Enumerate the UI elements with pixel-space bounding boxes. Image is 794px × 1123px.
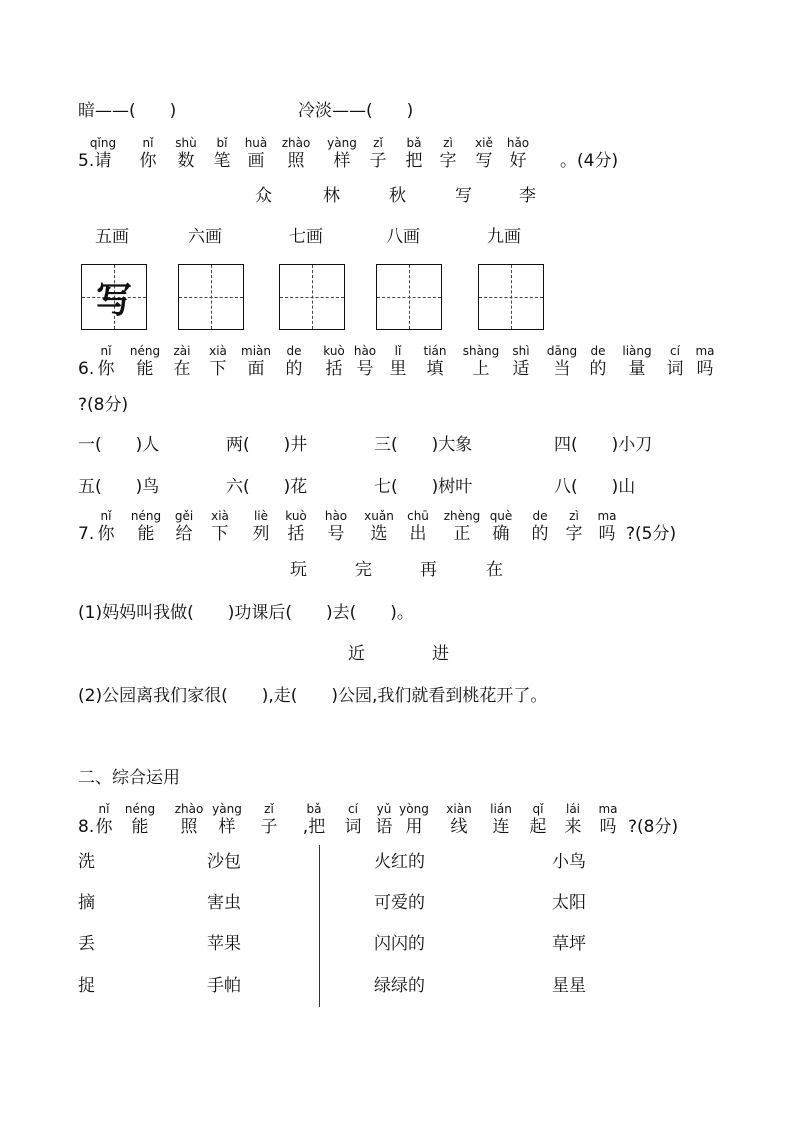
- pinyin: liè: [253, 509, 269, 523]
- pinyin-word: [461, 345, 501, 379]
- pinyin-word: [553, 803, 593, 837]
- measure-item: 两( )井: [226, 435, 308, 455]
- pinyin: néng: [124, 802, 156, 816]
- stroke-label-9: 九画: [487, 227, 521, 247]
- pinyin-word: [481, 510, 521, 544]
- pinyin: cí: [670, 344, 680, 358]
- pinyin-word: [501, 345, 541, 379]
- pinyin-word: [166, 137, 206, 171]
- sentence-1: (1)妈妈叫我做( )功课后( )去( )。: [78, 603, 414, 623]
- pinyin: ma: [695, 344, 715, 358]
- pinyin: qǐ: [532, 802, 544, 816]
- q8-score: ?(8分): [628, 817, 679, 837]
- pinyin: zhào: [281, 136, 311, 150]
- pinyin: néng: [130, 509, 162, 523]
- hanzi: 你: [97, 359, 115, 379]
- hanzi: 能: [137, 524, 155, 544]
- hanzi: 选: [370, 524, 388, 544]
- pinyin: shàng: [462, 344, 500, 358]
- hanzi: 字: [565, 524, 583, 544]
- match-object[interactable]: 草坪: [552, 934, 586, 954]
- pinyin: yòng: [399, 802, 429, 816]
- pinyin: xiě: [475, 136, 493, 150]
- column-divider: [319, 845, 320, 1007]
- hanzi: 的: [285, 359, 303, 379]
- hanzi: 的: [589, 359, 607, 379]
- pinyin-word: [442, 510, 482, 544]
- pinyin-word: [126, 510, 166, 544]
- hanzi: 正: [453, 524, 471, 544]
- q5-number: 5.: [78, 151, 95, 171]
- hanzi: 起: [529, 817, 547, 837]
- pinyin: zǐ: [264, 802, 274, 816]
- pinyin-word: [236, 345, 276, 379]
- hanzi: 用: [405, 817, 423, 837]
- pinyin: bǎ: [306, 802, 322, 816]
- pinyin: lǐ: [394, 344, 402, 358]
- hanzi: 确: [492, 524, 510, 544]
- pinyin: ma: [598, 802, 618, 816]
- hanzi: 线: [450, 817, 468, 837]
- pinyin-word: [439, 803, 479, 837]
- match-object[interactable]: 星星: [552, 976, 586, 996]
- pinyin-word: [578, 345, 618, 379]
- pinyin: tián: [423, 344, 447, 358]
- pinyin-word: [164, 510, 204, 544]
- match-verb[interactable]: 丢: [78, 934, 95, 954]
- writing-grid-8[interactable]: [376, 264, 442, 330]
- pinyin: yǔ: [376, 802, 392, 816]
- measure-item: 六( )花: [226, 477, 308, 497]
- pinyin-word: [198, 345, 238, 379]
- hanzi: 能: [136, 359, 154, 379]
- pinyin: zhào: [174, 802, 204, 816]
- pinyin-word: [128, 137, 168, 171]
- q6-score: ?(8分): [78, 395, 129, 415]
- hanzi: 写: [475, 151, 493, 171]
- pinyin-word: [394, 803, 434, 837]
- pinyin-word: [398, 510, 438, 544]
- pinyin-word: [542, 345, 582, 379]
- pinyin-word: [120, 803, 160, 837]
- hanzi: 量: [628, 359, 646, 379]
- pinyin: zì: [443, 136, 453, 150]
- hanzi: 号: [356, 359, 374, 379]
- stroke-label-8: 八画: [386, 227, 420, 247]
- pinyin-word: [200, 510, 240, 544]
- match-adjective[interactable]: 闪闪的: [374, 934, 425, 954]
- sentence-2: (2)公园离我们家很( ),走( )公园,我们就看到桃花开了。: [78, 686, 548, 706]
- q7-number: 7.: [78, 524, 95, 544]
- pinyin-word: [359, 510, 399, 544]
- hanzi: 样: [218, 817, 236, 837]
- section-title: 二、综合运用: [78, 768, 180, 788]
- pinyin: kuò: [323, 344, 345, 358]
- choice-char: 再: [420, 560, 437, 580]
- pinyin: lián: [490, 802, 512, 816]
- pinyin-word: [276, 137, 316, 171]
- pinyin-word: [428, 137, 468, 171]
- hanzi: 词: [666, 359, 684, 379]
- match-verb[interactable]: 洗: [78, 852, 95, 872]
- pinyin-word: [518, 803, 558, 837]
- pinyin-word: [249, 803, 289, 837]
- pinyin: qǐng: [89, 136, 117, 150]
- match-adjective[interactable]: 火红的: [374, 852, 425, 872]
- q5-char-3: 秋: [389, 186, 406, 206]
- match-object[interactable]: 小鸟: [552, 852, 586, 872]
- pinyin: xuǎn: [364, 509, 394, 523]
- match-noun[interactable]: 害虫: [207, 893, 241, 913]
- pinyin: bǐ: [216, 136, 228, 150]
- hanzi: 样: [333, 151, 351, 171]
- pinyin-word: [617, 345, 657, 379]
- pinyin-word: [86, 345, 126, 379]
- hanzi: 数: [177, 151, 195, 171]
- match-adjective[interactable]: 绿绿的: [374, 976, 425, 996]
- pinyin-word: [588, 803, 628, 837]
- pinyin: xià: [209, 344, 227, 358]
- q8-number: 8.: [78, 817, 95, 837]
- hanzi: 照: [180, 817, 198, 837]
- choice-char: 近: [348, 644, 365, 664]
- match-noun[interactable]: 苹果: [207, 934, 241, 954]
- pinyin-word: [84, 803, 124, 837]
- pinyin: gěi: [174, 509, 194, 523]
- pinyin-word: [322, 137, 362, 171]
- hanzi: ,把: [302, 817, 326, 837]
- blank-cold: 冷淡——( ): [298, 101, 414, 121]
- example-character: 写: [95, 278, 132, 321]
- hanzi: 列: [252, 524, 270, 544]
- hanzi: 里: [389, 359, 407, 379]
- pinyin: liàng: [622, 344, 652, 358]
- pinyin: zhèng: [443, 509, 481, 523]
- choice-char: 玩: [290, 560, 307, 580]
- match-noun[interactable]: 沙包: [207, 852, 241, 872]
- pinyin: zì: [569, 509, 579, 523]
- hanzi: 适: [512, 359, 530, 379]
- pinyin-word: [86, 510, 126, 544]
- pinyin: zài: [173, 344, 191, 358]
- pinyin: nǐ: [100, 509, 112, 523]
- measure-item: 一( )人: [78, 435, 160, 455]
- pinyin: de: [286, 344, 302, 358]
- q7-score: ?(5分): [626, 524, 677, 544]
- stroke-label-5: 五画: [95, 227, 129, 247]
- hanzi: 括: [325, 359, 343, 379]
- pinyin-word: [294, 803, 334, 837]
- q5-char-2: 林: [323, 186, 340, 206]
- hanzi: 照: [287, 151, 305, 171]
- pinyin: zǐ: [373, 136, 383, 150]
- q6-number: 6.: [78, 359, 95, 379]
- stroke-label-7: 七画: [289, 227, 323, 247]
- hanzi: 括: [287, 524, 305, 544]
- pinyin: shì: [512, 344, 530, 358]
- hanzi: 画: [247, 151, 265, 171]
- pinyin-word: [685, 345, 725, 379]
- pinyin-word: [274, 345, 314, 379]
- q5-score: 。(4分): [560, 151, 619, 171]
- pinyin: dāng: [546, 344, 578, 358]
- pinyin-word: [169, 803, 209, 837]
- hanzi: 好: [509, 151, 527, 171]
- measure-item: 七( )树叶: [374, 477, 473, 497]
- hanzi: 来: [564, 817, 582, 837]
- hanzi: 上: [472, 359, 490, 379]
- hanzi: 面: [247, 359, 265, 379]
- pinyin: néng: [129, 344, 161, 358]
- writing-grid-7[interactable]: [279, 264, 345, 330]
- hanzi: 你: [95, 817, 113, 837]
- pinyin-word: [125, 345, 165, 379]
- pinyin: de: [532, 509, 548, 523]
- hanzi: 把: [405, 151, 423, 171]
- hanzi: 吗: [599, 817, 617, 837]
- hanzi: 当: [553, 359, 571, 379]
- pinyin: de: [590, 344, 606, 358]
- pinyin: hào: [324, 509, 348, 523]
- writing-grid-9[interactable]: [478, 264, 544, 330]
- hanzi: 字: [439, 151, 457, 171]
- match-object[interactable]: 太阳: [552, 893, 586, 913]
- choice-char: 完: [355, 560, 372, 580]
- match-noun[interactable]: 手帕: [207, 976, 241, 996]
- pinyin: yàng: [327, 136, 357, 150]
- pinyin-word: [378, 345, 418, 379]
- choice-char: 进: [432, 644, 449, 664]
- pinyin-word: [481, 803, 521, 837]
- hanzi: 下: [209, 359, 227, 379]
- pinyin-word: [241, 510, 281, 544]
- writing-grid-5[interactable]: [81, 264, 147, 330]
- pinyin-word: [587, 510, 627, 544]
- pinyin: miàn: [241, 344, 271, 358]
- pinyin: yàng: [212, 802, 242, 816]
- hanzi: 语: [375, 817, 393, 837]
- hanzi: 子: [369, 151, 387, 171]
- hanzi: 能: [131, 817, 149, 837]
- measure-item: 八( )山: [554, 477, 636, 497]
- match-verb[interactable]: 摘: [78, 893, 95, 913]
- hanzi: 的: [531, 524, 549, 544]
- pinyin: cí: [348, 802, 358, 816]
- writing-grid-6[interactable]: [178, 264, 244, 330]
- hanzi: 给: [175, 524, 193, 544]
- pinyin: què: [489, 509, 513, 523]
- hanzi: 子: [260, 817, 278, 837]
- blank-dark: 暗——( ): [78, 101, 177, 121]
- pinyin-word: [207, 803, 247, 837]
- pinyin: nǐ: [100, 344, 112, 358]
- pinyin-word: [276, 510, 316, 544]
- pinyin: bǎ: [406, 136, 422, 150]
- hanzi: 下: [211, 524, 229, 544]
- pinyin: huà: [244, 136, 268, 150]
- hanzi: 词: [344, 817, 362, 837]
- hanzi: 号: [327, 524, 345, 544]
- pinyin-word: [415, 345, 455, 379]
- pinyin-word: [316, 510, 356, 544]
- pinyin-word: [498, 137, 538, 171]
- pinyin: lái: [565, 802, 581, 816]
- pinyin-word: [162, 345, 202, 379]
- q5-char-1: 众: [255, 186, 272, 206]
- pinyin: hào: [353, 344, 377, 358]
- q5-char-5: 李: [519, 186, 536, 206]
- pinyin: chū: [407, 509, 429, 523]
- measure-item: 三( )大象: [374, 435, 473, 455]
- pinyin: nǐ: [142, 136, 154, 150]
- hanzi: 请: [94, 151, 112, 171]
- pinyin-word: [358, 137, 398, 171]
- hanzi: 填: [426, 359, 444, 379]
- hanzi: 连: [492, 817, 510, 837]
- hanzi: 吗: [696, 359, 714, 379]
- pinyin: shù: [175, 136, 197, 150]
- pinyin: ma: [597, 509, 617, 523]
- pinyin: xiàn: [446, 802, 472, 816]
- pinyin: hǎo: [506, 136, 530, 150]
- choice-char: 在: [486, 560, 503, 580]
- pinyin: nǐ: [98, 802, 110, 816]
- hanzi: 你: [139, 151, 157, 171]
- match-adjective[interactable]: 可爱的: [374, 893, 425, 913]
- pinyin-word: [83, 137, 123, 171]
- match-verb[interactable]: 捉: [78, 976, 95, 996]
- hanzi: 你: [97, 524, 115, 544]
- hanzi: 出: [409, 524, 427, 544]
- q5-char-4: 写: [455, 186, 472, 206]
- hanzi: 在: [173, 359, 191, 379]
- stroke-label-6: 六画: [188, 227, 222, 247]
- pinyin-word: [236, 137, 276, 171]
- pinyin: kuò: [285, 509, 307, 523]
- hanzi: 吗: [598, 524, 616, 544]
- measure-item: 五( )鸟: [78, 477, 160, 497]
- pinyin: xià: [211, 509, 229, 523]
- hanzi: 笔: [213, 151, 231, 171]
- measure-item: 四( )小刀: [554, 435, 653, 455]
